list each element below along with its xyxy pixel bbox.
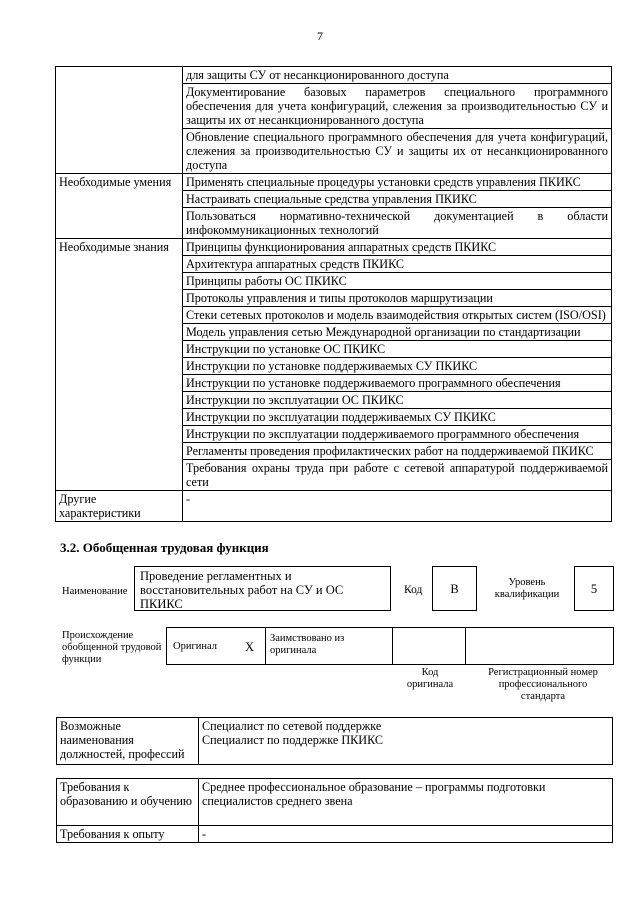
row-item: Требования охраны труда при работе с сетевой аппаратурой поддерживаемой сети <box>183 460 612 491</box>
row-item: Регламенты проведения профилактических работ на поддерживаемой ПКИКС <box>183 443 612 460</box>
positions-values <box>199 718 613 765</box>
table-row <box>56 239 612 256</box>
code-label: Код <box>404 584 423 596</box>
row-item: Инструкции по установке поддерживаемого программного обеспечения <box>183 375 612 392</box>
table-row <box>56 491 612 522</box>
positions-table <box>56 717 613 765</box>
row-item: Инструкции по эксплуатации поддерживаемых СУ ПКИКС <box>183 409 612 426</box>
row-item: Документирование базовых параметров специального программного обеспечения для учета конфигураций, слежения за производительностью СУ и защиты их от несанкционированного доступа <box>183 84 612 129</box>
row-item: Применять специальные процедуры установки средств управления ПКИКС <box>183 174 612 191</box>
row-item: Протоколы управления и типы протоколов маршрутизации <box>183 290 612 307</box>
row-label <box>56 67 183 174</box>
position-item: Специалист по сетевой поддержке <box>202 719 382 733</box>
positions-label: Возможные наименования должностей, профессий <box>57 718 199 765</box>
original-label: Оригинал <box>173 641 217 652</box>
origin-label: Происхождение обобщенной трудовой функции <box>62 630 162 665</box>
row-item: - <box>183 491 612 522</box>
section-title: 3.2. Обобщенная трудовая функция <box>60 540 269 555</box>
competency-table <box>55 66 612 522</box>
page-number: 7 <box>317 29 323 43</box>
row-label: Необходимые знания <box>56 239 183 491</box>
row-item: Архитектура аппаратных средств ПКИКС <box>183 256 612 273</box>
requirements-table <box>56 778 613 843</box>
row-item: Модель управления сетью Международной организации по стандартизации <box>183 324 612 341</box>
row-label: Другие характеристики <box>56 491 183 522</box>
row-item: Принципы работы ОС ПКИКС <box>183 273 612 290</box>
row-item: Пользоваться нормативно-технической документацией в области инфокоммуникационных технологий <box>183 208 612 239</box>
code-caption: Код оригинала <box>406 667 454 690</box>
code-value: B <box>450 582 459 596</box>
experience-value: - <box>199 826 613 843</box>
row-item: Принципы функционирования аппаратных средств ПКИКС <box>183 239 612 256</box>
table-row <box>56 67 612 84</box>
experience-label: Требования к опыту <box>57 826 199 843</box>
row-label: Необходимые умения <box>56 174 183 239</box>
row-item: Инструкции по установке поддерживаемых СУ ПКИКС <box>183 358 612 375</box>
row-item: Инструкции по эксплуатации ОС ПКИКС <box>183 392 612 409</box>
reg-caption: Регистрационный номер профессионального стандарта <box>488 667 598 702</box>
level-value: 5 <box>590 582 598 596</box>
row-item: для защиты СУ от несанкционированного доступа <box>183 67 612 84</box>
education-label: Требования к образованию и обучению <box>57 779 199 826</box>
position-item: Специалист по поддержке ПКИКС <box>202 733 384 747</box>
row-item: Настраивать специальные средства управления ПКИКС <box>183 191 612 208</box>
row-item: Стеки сетевых протоколов и модель взаимодействия открытых систем (ISO/OSI) <box>183 307 612 324</box>
borrowed-label: Заимствовано из оригинала <box>270 633 345 656</box>
row-item: Обновление специального программного обеспечения для учета конфигураций, слежения за производительностью СУ и защиты их от несанкционированного доступа <box>183 129 612 174</box>
table-row <box>56 174 612 191</box>
name-label: Наименование <box>62 586 128 597</box>
origin-divider-2 <box>465 627 466 665</box>
name-value: Проведение регламентных и восстановительных работ на СУ и ОС ПКИКС <box>140 569 344 611</box>
row-item: Инструкции по эксплуатации поддерживаемого программного обеспечения <box>183 426 612 443</box>
level-label: Уровень квалификации <box>494 577 560 600</box>
row-item: Инструкции по установке ОС ПКИКС <box>183 341 612 358</box>
education-value: Среднее профессиональное образование – программы подготовки специалистов среднего звена <box>199 779 613 826</box>
original-mark: X <box>245 640 255 654</box>
